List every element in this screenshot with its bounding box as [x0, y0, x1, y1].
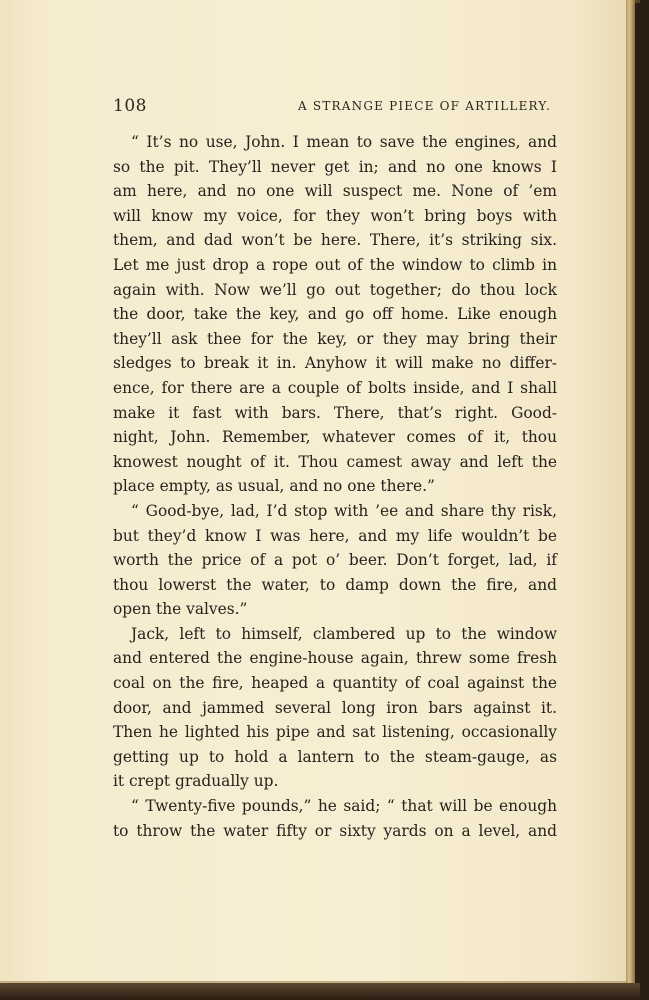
text-line: night, John. Remember, whatever comes of it, thou — [113, 428, 557, 447]
text-line: “ Twenty-five pounds,” he said; “ that will be enough — [131, 797, 557, 816]
text-line: worth the price of a pot o’ beer. Don’t forget, lad, if — [113, 551, 557, 570]
text-line: Let me just drop a rope out of the window to climb in — [113, 255, 557, 274]
text-line: knowest nought of it. Thou camest away and left the — [113, 452, 557, 471]
text-line: it crept gradually up. — [113, 772, 279, 791]
text-line: getting up to hold a lantern to the steam-gauge, as — [113, 747, 557, 766]
text-line: coal on the fire, heaped a quantity of coal against the — [113, 674, 557, 693]
text-line: and entered the engine-house again, threw some fresh — [113, 649, 557, 668]
running-head: A STRANGE PIECE OF ARTILLERY. — [298, 99, 551, 113]
text-line: again with. Now we’ll go out together; do thou lock — [113, 280, 557, 299]
text-line: to throw the water fifty or sixty yards on a level, and — [113, 821, 557, 840]
text-line: Jack, left to himself, clambered up to the window — [131, 624, 557, 643]
text-line: thou lowerst the water, to damp down the fire, and — [113, 575, 557, 594]
text-line: “ It’s no use, John. I mean to save the engines, and — [131, 133, 557, 151]
page-number: 108 — [113, 96, 147, 116]
text-line: the door, take the key, and go off home. Like enough — [113, 305, 557, 324]
text-line: make it fast with bars. There, that’s right. Good- — [113, 403, 557, 422]
text-line: so the pit. They’ll never get in; and no one knows I — [113, 157, 557, 176]
text-line: they’ll ask thee for the key, or they may bring their — [113, 329, 557, 348]
text-line: open the valves.” — [113, 600, 248, 619]
body-text — [113, 130, 557, 843]
text-line: ence, for there are a couple of bolts inside, and I shall — [113, 378, 557, 397]
text-line: am here, and no one will suspect me. None of ’em — [113, 182, 557, 201]
page-header — [113, 96, 557, 118]
text-line: sledges to break it in. Anyhow it will make no differ- — [113, 354, 557, 373]
right-page-edge — [626, 0, 635, 985]
text-line: will know my voice, for they won’t bring boys with — [113, 206, 557, 225]
text-line: Then he lighted his pipe and sat listening, occasionally — [113, 723, 557, 742]
bottom-book-edge — [0, 983, 640, 1000]
text-line: but they’d know I was here, and my life wouldn’t be — [113, 526, 557, 545]
text-line: them, and dad won’t be here. There, it’s striking six. — [113, 231, 557, 250]
text-line: door, and jammed several long iron bars against it. — [113, 698, 557, 717]
text-line: “ Good-bye, lad, I’d stop with ’ee and share thy risk, — [131, 501, 557, 520]
text-line: place empty, as usual, and no one there.” — [113, 477, 435, 496]
